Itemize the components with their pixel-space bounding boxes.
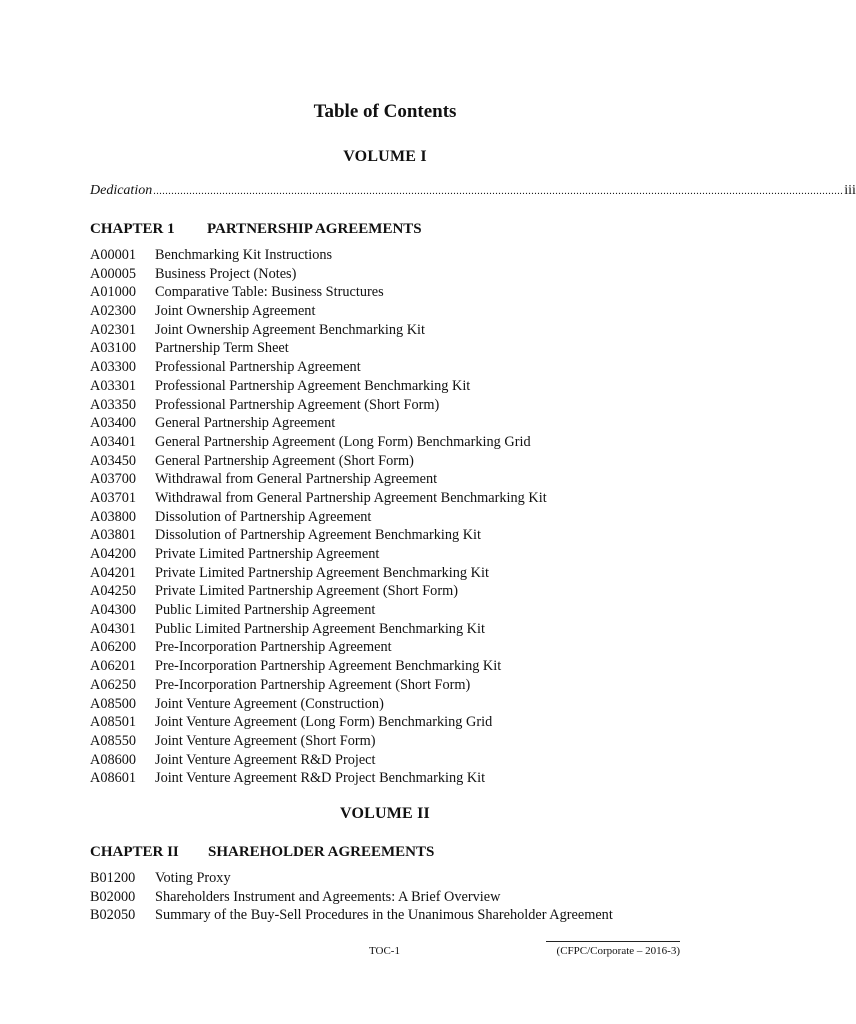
entry-title: Shareholders Instrument and Agreements: A Brief Overview	[155, 888, 501, 905]
entry-code: A06200	[90, 639, 137, 656]
chapter-heading-1	[90, 221, 422, 238]
entry-title: Joint Venture Agreement (Construction)	[155, 695, 384, 712]
toc-entry[interactable]	[90, 751, 547, 770]
entry-code: A04200	[90, 546, 137, 562]
entry-title: Dissolution of Partnership Agreement	[155, 508, 372, 525]
entry-code: A08601	[90, 770, 137, 787]
entry-code: A03450	[90, 452, 137, 469]
toc-entry[interactable]	[90, 508, 547, 527]
toc-entry[interactable]	[90, 732, 547, 751]
toc-entry[interactable]	[90, 906, 613, 925]
entry-title: Business Project (Notes)	[155, 265, 297, 282]
entry-code: A00005	[90, 265, 137, 282]
chapter-number: CHAPTER 1	[90, 221, 175, 237]
entry-code: B02000	[90, 888, 136, 905]
toc-entry[interactable]	[90, 582, 547, 601]
footer-reference: (CFPC/Corporate – 2016-3)	[556, 945, 680, 957]
entry-code: A04301	[90, 620, 137, 637]
toc-entry[interactable]	[90, 396, 547, 415]
entry-code: A02300	[90, 303, 137, 320]
entry-code: A03801	[90, 527, 137, 544]
toc-entry[interactable]	[90, 358, 547, 377]
entry-code: A01000	[90, 284, 137, 301]
entry-title: Pre-Incorporation Partnership Agreement Benchmarking Kit	[155, 658, 502, 675]
chapter-title: SHAREHOLDER AGREEMENTS	[208, 844, 435, 860]
dedication-line[interactable]	[90, 183, 856, 199]
entry-code: A03401	[90, 433, 137, 450]
toc-entry[interactable]	[90, 564, 547, 583]
entry-code: A03400	[90, 415, 137, 432]
toc-entry[interactable]	[90, 339, 547, 358]
entry-title: Professional Partnership Agreement (Short Form)	[155, 396, 440, 413]
entry-code: B02050	[90, 907, 136, 924]
toc-entry[interactable]	[90, 452, 547, 471]
toc-entry[interactable]	[90, 377, 547, 396]
entry-code: A03301	[90, 377, 137, 394]
toc-entry[interactable]	[90, 695, 547, 714]
entry-code: A06250	[90, 676, 137, 693]
chapter-heading-2	[90, 844, 434, 861]
footer-rule	[546, 941, 680, 942]
toc-entry[interactable]	[90, 489, 547, 508]
entry-title: Joint Ownership Agreement Benchmarking Kit	[155, 321, 426, 338]
entry-code: A06201	[90, 658, 137, 675]
chapter-1-entry-list	[90, 246, 547, 788]
entry-code: A00001	[90, 247, 137, 263]
entry-title: Voting Proxy	[155, 870, 231, 886]
toc-entry[interactable]	[90, 545, 547, 564]
toc-entry[interactable]	[90, 246, 547, 265]
entry-title: Partnership Term Sheet	[155, 340, 289, 357]
volume-heading-1: VOLUME I	[343, 148, 427, 165]
entry-code: A03100	[90, 340, 137, 357]
page-title: Table of Contents	[313, 101, 457, 122]
entry-title: General Partnership Agreement (Long Form) Benchmarking Grid	[155, 433, 531, 450]
chapter-number: CHAPTER II	[90, 844, 179, 860]
toc-entry[interactable]	[90, 283, 547, 302]
entry-code: A08600	[90, 751, 137, 768]
entry-title: Summary of the Buy-Sell Procedures in the Unanimous Shareholder Agreement	[155, 907, 613, 924]
entry-code: A03350	[90, 396, 137, 413]
toc-entry[interactable]	[90, 321, 547, 340]
entry-title: Comparative Table: Business Structures	[155, 284, 384, 301]
entry-code: B01200	[90, 870, 136, 886]
chapter-title: PARTNERSHIP AGREEMENTS	[207, 221, 422, 237]
entry-title: Public Limited Partnership Agreement	[155, 602, 376, 619]
chapter-2-entry-list	[90, 869, 613, 925]
toc-entry[interactable]	[90, 769, 547, 788]
entry-code: A02301	[90, 321, 137, 338]
footer-page-number: TOC-1	[369, 945, 400, 957]
entry-code: A08500	[90, 695, 137, 712]
entry-title: Public Limited Partnership Agreement Benchmarking Kit	[155, 620, 485, 637]
entry-code: A04201	[90, 564, 137, 581]
volume-heading-2: VOLUME II	[340, 805, 430, 822]
toc-entry[interactable]	[90, 433, 547, 452]
entry-title: Pre-Incorporation Partnership Agreement (Short Form)	[155, 676, 471, 693]
toc-entry[interactable]	[90, 265, 547, 284]
toc-entry[interactable]	[90, 302, 547, 321]
toc-entry[interactable]	[90, 526, 547, 545]
entry-title: Joint Ownership Agreement	[155, 303, 316, 320]
entry-title: Joint Venture Agreement (Long Form) Benchmarking Grid	[155, 714, 493, 731]
entry-title: Joint Venture Agreement R&D Project	[155, 751, 376, 768]
toc-entry[interactable]	[90, 676, 547, 695]
entry-title: Withdrawal from General Partnership Agreement Benchmarking Kit	[155, 489, 547, 506]
dedication-label: Dedication	[90, 183, 153, 198]
entry-title: Professional Partnership Agreement Benchmarking Kit	[155, 377, 471, 394]
entry-code: A03800	[90, 508, 137, 525]
entry-code: A04300	[90, 602, 137, 619]
entry-title: General Partnership Agreement (Short Form)	[155, 452, 414, 469]
toc-entry[interactable]	[90, 638, 547, 657]
entry-code: A03700	[90, 471, 137, 488]
entry-title: General Partnership Agreement	[155, 415, 336, 432]
entry-code: A03701	[90, 489, 137, 506]
toc-entry[interactable]	[90, 470, 547, 489]
entry-title: Benchmarking Kit Instructions	[155, 247, 333, 263]
entry-code: A04250	[90, 583, 137, 600]
entry-title: Private Limited Partnership Agreement	[155, 546, 380, 562]
toc-entry[interactable]	[90, 869, 613, 888]
dot-leader: ......................................................................................................................................................................................................................................	[153, 186, 844, 197]
toc-entry[interactable]	[90, 414, 547, 433]
entry-title: Private Limited Partnership Agreement Benchmarking Kit	[155, 564, 489, 581]
dedication-page-number: iii	[844, 183, 856, 198]
entry-title: Professional Partnership Agreement	[155, 359, 361, 376]
entry-code: A03300	[90, 359, 137, 376]
entry-title: Withdrawal from General Partnership Agreement	[155, 471, 438, 488]
entry-title: Joint Venture Agreement R&D Project Benchmarking Kit	[155, 770, 486, 787]
entry-code: A08550	[90, 732, 137, 749]
toc-entry[interactable]	[90, 888, 613, 907]
entry-title: Dissolution of Partnership Agreement Benchmarking Kit	[155, 527, 481, 544]
toc-entry[interactable]	[90, 620, 547, 639]
toc-entry[interactable]	[90, 601, 547, 620]
entry-code: A08501	[90, 714, 137, 731]
toc-entry[interactable]	[90, 713, 547, 732]
entry-title: Private Limited Partnership Agreement (Short Form)	[155, 583, 458, 600]
entry-title: Pre-Incorporation Partnership Agreement	[155, 639, 392, 656]
entry-title: Joint Venture Agreement (Short Form)	[155, 732, 376, 749]
toc-entry[interactable]	[90, 657, 547, 676]
